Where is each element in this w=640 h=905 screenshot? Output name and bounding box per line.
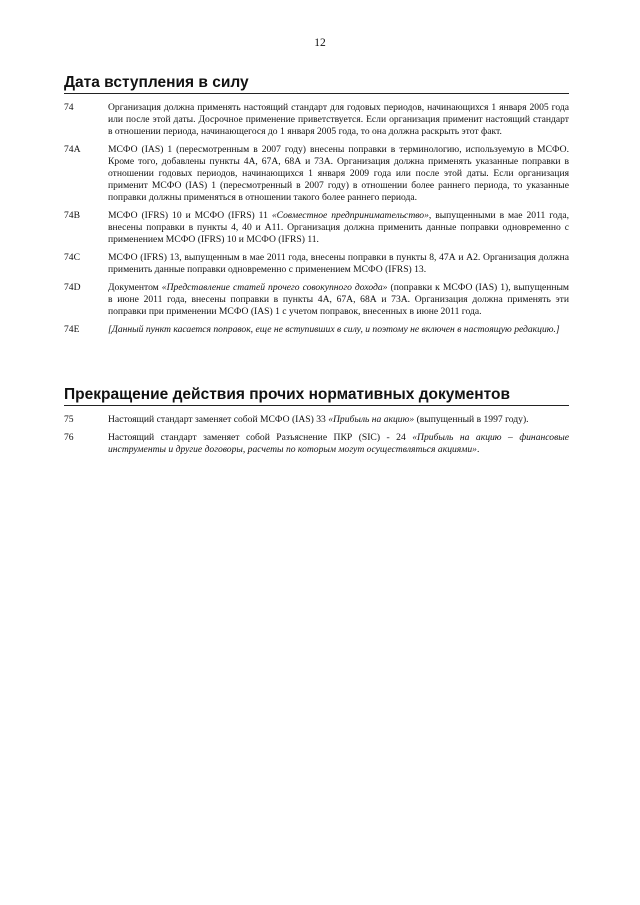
- paragraph-text: [Данный пункт касается поправок, еще не вступивших в силу, и поэтому не включен в настоящую редакцию.]: [108, 324, 560, 335]
- paragraph-text: [108, 210, 569, 246]
- paragraph-text-part: , выпущенными в мае 2011 года, внесены поправки в пункты 4, 40 и А11. Организация должна применить данные поправки одновременно с применением МСФО (IFRS) 10 и МСФО (IFRS) 11.: [108, 210, 569, 245]
- document-title-italic: «Совместное предпринимательство»: [271, 210, 429, 221]
- paragraph-number: 74D: [64, 282, 81, 293]
- paragraph-number: 74: [64, 102, 74, 113]
- paragraph-74c: [64, 252, 569, 276]
- paragraph-text-part: Настоящий стандарт заменяет собой Разъяснение ПКР (SIC) - 24: [108, 432, 413, 443]
- paragraph-74: [64, 102, 569, 138]
- paragraph-number: 74C: [64, 252, 80, 263]
- paragraph-text: [108, 414, 569, 426]
- paragraph-number: 76: [64, 432, 74, 443]
- paragraph-76: [64, 432, 569, 456]
- paragraph-74b: [64, 210, 569, 246]
- document-title-italic: «Прибыль на акцию»: [328, 414, 415, 425]
- paragraph-74a: [64, 144, 569, 204]
- section-effective-date: [64, 74, 569, 342]
- paragraph-74d: [64, 282, 569, 318]
- paragraph-number: 74B: [64, 210, 80, 221]
- paragraph-number: 74E: [64, 324, 80, 335]
- paragraph-text: МСФО (IFRS) 13, выпущенным в мае 2011 года, внесены поправки в пункты 8, 47А и А2. Организация должна применить данные поправки одновременно с применением МСФО (IFRS) 13.: [108, 252, 569, 275]
- paragraph-text-part: (выпущенный в 1997 году).: [414, 414, 529, 425]
- paragraph-text-part: МСФО (IFRS) 10 и МСФО (IFRS) 11: [108, 210, 272, 221]
- section-title-withdrawal: Прекращение действия прочих нормативных документов: [64, 386, 569, 406]
- paragraph-number: 74A: [64, 144, 81, 155]
- paragraph-text: [108, 432, 569, 456]
- paragraph-number: 75: [64, 414, 74, 425]
- document-title-italic: «Прибыль на акцию – финансовые инструменты и другие договоры, расчеты по которым могут осуществляться акциями»: [108, 432, 569, 455]
- paragraph-text: [108, 282, 569, 318]
- document-title-italic: «Представление статей прочего совокупного дохода»: [161, 282, 388, 293]
- paragraph-text: МСФО (IAS) 1 (пересмотренным в 2007 году) внесены поправки в терминологию, используемую в МСФО. Кроме того, добавлены пункты 4А, 67А, 68А и 73А. Организация должна применять указанные поправки в отношении годовых периодов, начинающихся 1 января 2009 года или после этой даты. Если организация применит МСФО (IAS) 1 (пересмотренный в 2007 году) в отношении более раннего периода, то указанные поправки должны применяться в отношении такого более раннего периода.: [108, 144, 569, 203]
- paragraph-text-part: .: [476, 444, 480, 455]
- paragraph-75: [64, 414, 569, 426]
- paragraph-text-part: (поправки к МСФО (IAS) 1), выпущенным в июне 2011 года, внесены поправки в пункты 4А, 67А, 68А и 73А. Организация должна применять эти поправки при применении МСФО (IAS) 1 с учетом поправок, внесенных в июне 2011 года.: [108, 282, 570, 317]
- paragraph-text-part: Настоящий стандарт заменяет собой МСФО (IAS) 33: [108, 414, 329, 425]
- paragraph-text-part: Документом: [108, 282, 162, 293]
- section-title-effective-date: Дата вступления в силу: [64, 74, 569, 94]
- paragraph-74e: [64, 324, 569, 336]
- page-number: 12: [314, 37, 326, 49]
- paragraph-text: Организация должна применять настоящий стандарт для годовых периодов, начинающихся 1 января 2005 года или после этой даты. Досрочное применение приветствуется. Если организация применит настоящий стандарт в отношении периода, начинающегося до 1 января 2005 года, то она должна раскрыть этот факт.: [108, 102, 569, 137]
- section-withdrawal: [64, 386, 569, 462]
